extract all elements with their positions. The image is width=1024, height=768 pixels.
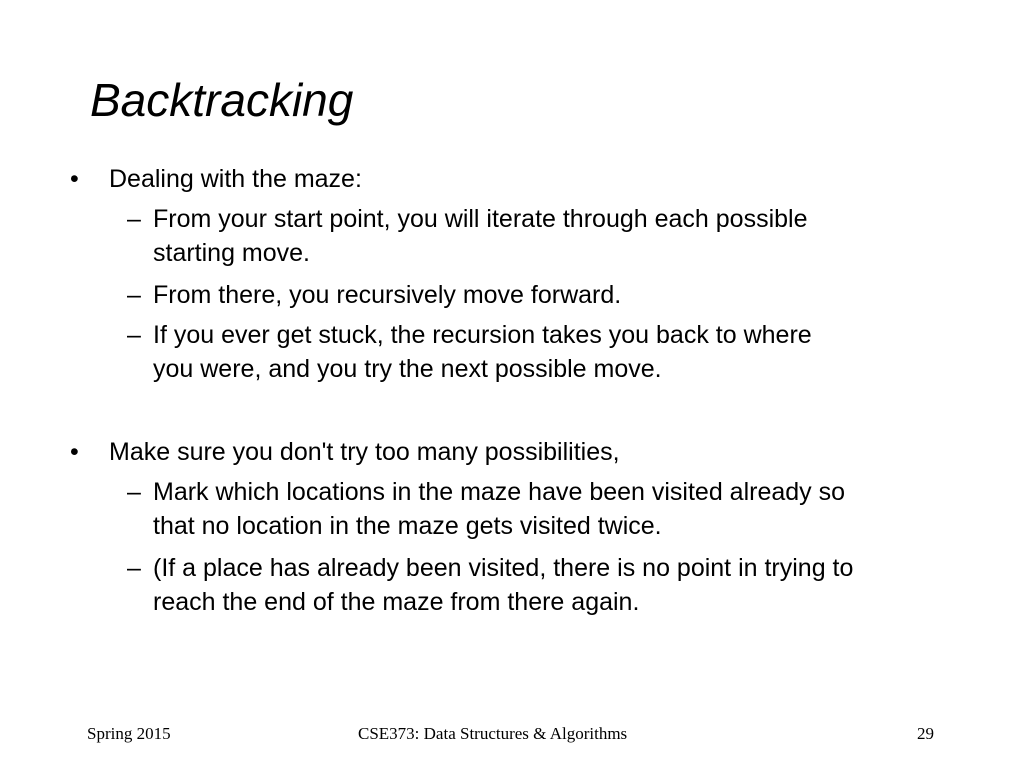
bullet-text: Dealing with the maze: (109, 165, 362, 193)
subbullet-text: From there, you recursively move forward. (153, 281, 622, 309)
subbullet-marker: – (127, 321, 141, 349)
subbullet-marker: – (127, 554, 141, 582)
bullet-text: Make sure you don't try too many possibilities, (109, 438, 620, 466)
footer-course: CSE373: Data Structures & Algorithms (358, 724, 628, 743)
subbullet-text: Mark which locations in the maze have been visited already so (153, 478, 846, 506)
subbullet-text: From your start point, you will iterate through each possible (153, 205, 808, 233)
footer-page-number: 29 (917, 724, 934, 743)
subbullet-marker: – (127, 205, 141, 233)
subbullet-text: If you ever get stuck, the recursion takes you back to where (153, 321, 812, 349)
subbullet-text-continued: starting move. (153, 239, 311, 267)
subbullet-text-continued: that no location in the maze gets visited twice. (153, 512, 662, 540)
subbullet-text-continued: you were, and you try the next possible move. (153, 355, 662, 383)
subbullet-marker: – (127, 281, 141, 309)
subbullet-text: (If a place has already been visited, there is no point in trying to (153, 554, 854, 582)
bullet-marker: • (70, 438, 79, 466)
slide-title: Backtracking (90, 74, 354, 126)
footer-term: Spring 2015 (87, 724, 171, 743)
subbullet-marker: – (127, 478, 141, 506)
subbullet-text-continued: reach the end of the maze from there again. (153, 588, 640, 616)
bullet-marker: • (70, 165, 79, 193)
